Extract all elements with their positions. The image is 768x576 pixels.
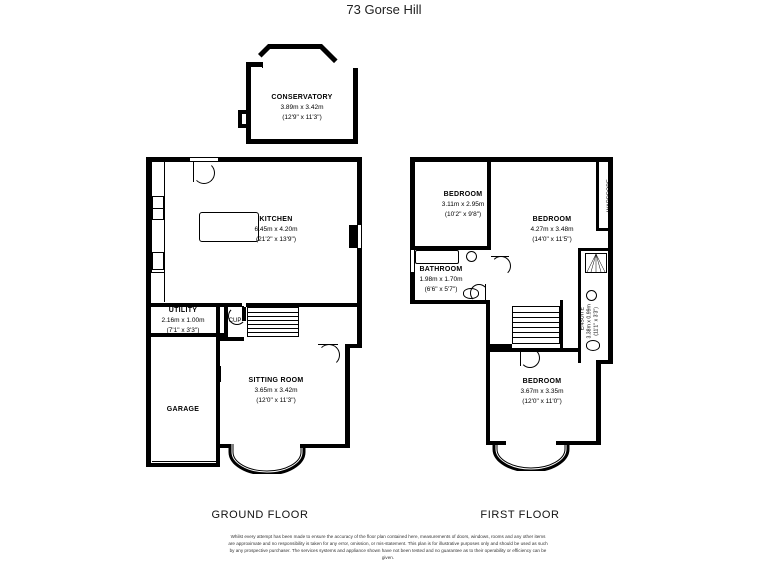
room-dimensions-imperial: (10'2" x 9'8")	[444, 210, 482, 218]
bedroom3-door-arc	[520, 348, 540, 368]
room-dimensions-imperial: (12'0" x 11'0")	[522, 397, 562, 405]
room-name: WARDROBE	[606, 179, 613, 213]
conservatory-wall-top	[246, 62, 262, 67]
room-name: UTILITY	[168, 307, 198, 314]
room-dimensions-metric: 3.38m x 0.99m	[586, 304, 593, 339]
room-dimensions-ensuite	[587, 286, 594, 356]
page-title: 73 Gorse Hill	[346, 2, 422, 17]
conservatory-wall-bottom	[246, 139, 358, 144]
room-dimensions-imperial: (6'6" x 5'7")	[424, 285, 458, 293]
ground-stairs	[247, 307, 299, 337]
conservatory-mullion-1	[262, 62, 263, 68]
kitchen-opening-top	[190, 157, 218, 162]
sitting-room-door-arc	[318, 344, 340, 366]
ground-wall-right-lower	[345, 347, 350, 448]
hall-door-arc-utility	[228, 307, 246, 325]
bathroom-wc	[466, 251, 477, 262]
ensuite-wall-top	[578, 248, 610, 251]
garage-internal-door	[220, 366, 221, 382]
bathroom-bath	[415, 250, 459, 264]
conservatory-wall-topglass	[268, 44, 322, 49]
garage-door-line	[152, 461, 216, 462]
room-name: CONSERVATORY	[271, 94, 333, 101]
room-label-conservatory	[232, 93, 372, 122]
room-dimensions-metric: 3.89m x 3.42m	[280, 104, 324, 112]
sitting-room-bay-window	[228, 444, 306, 474]
room-name: KITCHEN	[259, 216, 293, 223]
room-name: BEDROOM	[443, 191, 483, 198]
first-wall-right-step	[596, 360, 613, 364]
room-name: BEDROOM	[522, 378, 562, 385]
ensuite-shower-tray-lines	[585, 253, 607, 273]
bay-window-shape	[228, 444, 306, 474]
first-floor-label: FIRST FLOOR	[480, 509, 560, 521]
room-dimensions-metric: 4.27m x 3.48m	[530, 226, 574, 234]
bay-return-left	[220, 444, 230, 448]
room-dimensions-metric: 3.65m x 3.42m	[254, 387, 298, 395]
ground-wall-top	[146, 157, 362, 162]
hall-door-leaf-utility	[228, 306, 244, 307]
first-wall-top	[410, 157, 613, 162]
bedroom3-bay-window	[492, 441, 570, 471]
room-dimensions-metric: 1.98m x 1.70m	[419, 276, 463, 284]
landing-wall-right	[560, 300, 563, 348]
room-dimensions-imperial: (21'2" x 13'9")	[256, 235, 296, 243]
first-wall-landing-left	[486, 300, 490, 348]
conservatory-door-jog-c	[238, 124, 248, 128]
room-name: SITTING ROOM	[248, 377, 304, 384]
room-dimensions-imperial: (14'0" x 11'5")	[532, 235, 572, 243]
bedroom3-door-leaf	[520, 348, 521, 366]
kitchen-door-arc-top	[193, 162, 215, 184]
room-label-bedroom-2	[497, 215, 607, 244]
room-dimensions-metric: 2.16m x 1.00m	[161, 317, 205, 325]
room-name: CUP	[228, 318, 242, 324]
room-label-kitchen	[216, 215, 336, 244]
ground-wall-bottom-right	[300, 444, 350, 448]
room-name: GARAGE	[166, 406, 200, 413]
ground-floor-label: GROUND FLOOR	[211, 509, 309, 521]
ground-wall-bottom-left	[146, 463, 220, 467]
ground-wall-right-mid	[357, 248, 362, 347]
room-dimensions-imperial: (12'0" x 11'3")	[256, 396, 296, 404]
kitchen-hob	[152, 252, 164, 270]
kitchen-counter-top-edge	[151, 272, 165, 273]
first-internal-wall-bed1-right	[487, 162, 491, 250]
conservatory-mullion-3	[316, 44, 317, 49]
ground-wall-right-upper	[357, 157, 362, 225]
kitchen-door-leaf-top	[193, 162, 194, 182]
room-dimensions-imperial: (7'1" x 3'3")	[166, 326, 200, 334]
ground-wall-step	[345, 344, 362, 348]
kitchen-counter-edge	[164, 162, 165, 302]
ground-wall-left-lower	[146, 333, 151, 467]
room-label-bedroom-3	[487, 377, 597, 406]
room-dimensions-imperial: (12'9" x 11'3")	[282, 113, 322, 121]
room-name: ENSUITE	[579, 306, 586, 331]
first-wall-right-mid	[608, 263, 613, 363]
bedroom2-door-arc	[491, 256, 511, 276]
kitchen-pier-right	[349, 225, 358, 248]
bathroom-door-leaf	[485, 284, 486, 300]
sitting-room-door-leaf	[318, 344, 338, 345]
kitchen-unit-divider-1	[152, 208, 164, 209]
conservatory-corner-tr	[318, 44, 337, 63]
room-label-utility	[148, 306, 218, 335]
bay-window-shape	[492, 441, 570, 471]
room-label-garage	[150, 405, 216, 415]
room-name: BEDROOM	[532, 216, 572, 223]
ground-internal-wall-sitting-left	[216, 337, 244, 341]
disclaimer-text: Whilst every attempt has been made to ensure the accuracy of the floor plan contained here, measurements of doors, windows, rooms and any other items are approximate and no responsibility is taken for any error, omission, or mis-statement. This plan is for illustrative purposes only and should be used as such by any prospective purchaser. The services systems and appliance shown have not been tested and no guarantee as to their operability or efficiency can be given.	[228, 534, 548, 561]
room-label-wardrobe	[606, 166, 613, 226]
room-name: BATHROOM	[419, 266, 463, 273]
first-stairs	[512, 306, 560, 344]
room-dimensions-metric: 3.67m x 3.35m	[520, 388, 564, 396]
room-dimensions-metric: 6.45m x 4.20m	[254, 226, 298, 234]
room-label-sitting-room	[216, 376, 336, 405]
room-label-ensuite	[579, 284, 586, 354]
conservatory-mullion-2	[290, 44, 291, 49]
room-dimensions-imperial: (11'1" x 3'3")	[593, 307, 600, 336]
room-dimensions-ensuite-imperial	[594, 286, 601, 356]
room-dimensions-metric: 3.11m x 2.95m	[441, 201, 485, 209]
bedroom2-door-leaf	[491, 256, 509, 257]
